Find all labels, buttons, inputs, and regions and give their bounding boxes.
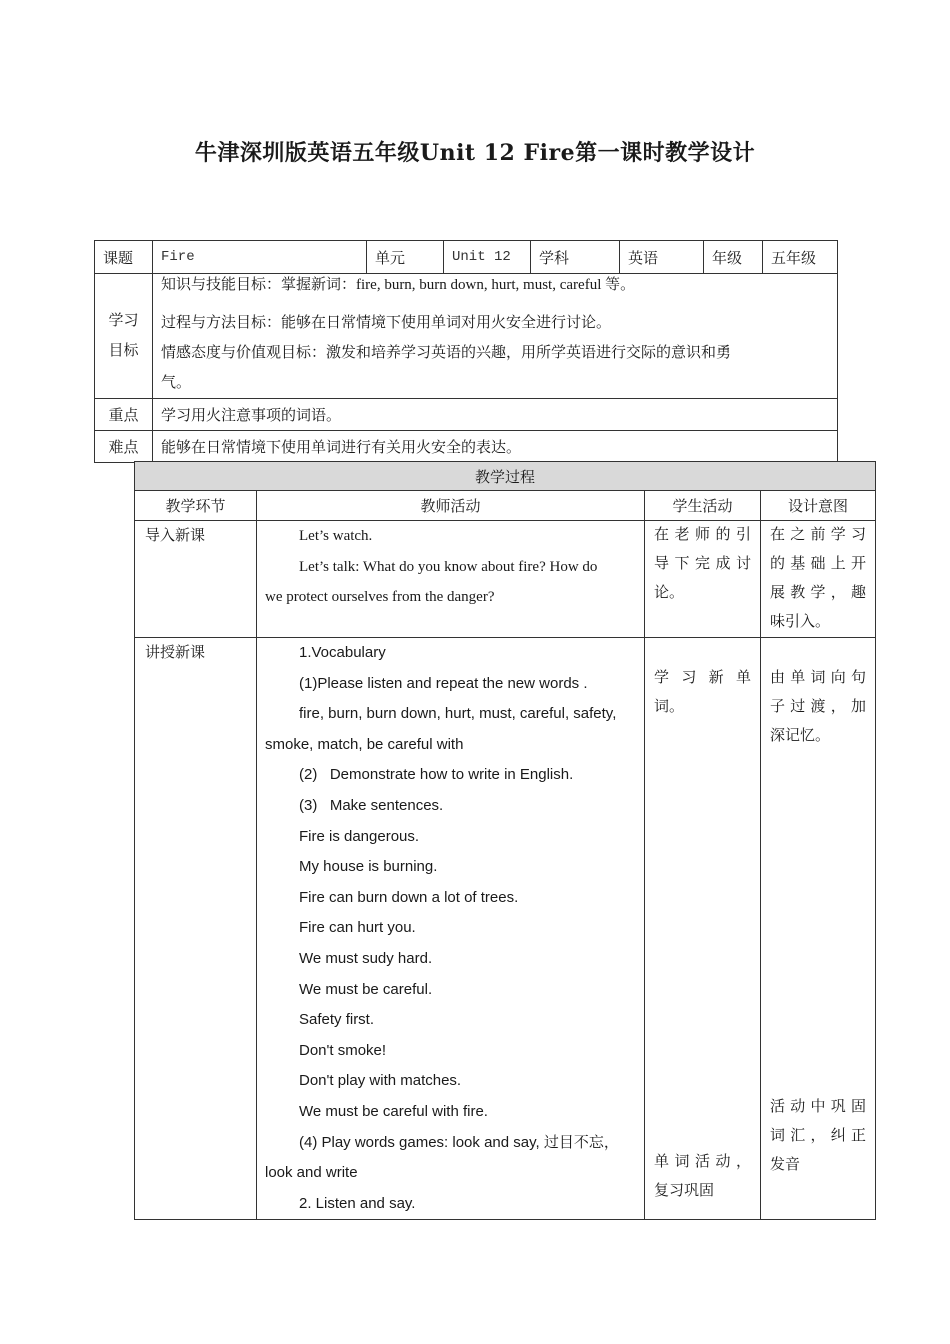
teacher-activity: Let’s watch. Let’s talk: What do you know about fire? How do we protect ourselves from the danger? xyxy=(257,521,645,638)
grade-value: 五年级 xyxy=(763,241,838,274)
stage-new-lesson: 讲授新课 xyxy=(135,638,257,1220)
teaching-process-table xyxy=(134,461,876,1220)
topic-value: Fire xyxy=(153,241,367,274)
unit-label: 单元 xyxy=(367,241,444,274)
difficulty-label: 难点 xyxy=(95,431,153,463)
header-stage: 教学环节 xyxy=(135,491,257,521)
table-row xyxy=(135,521,876,638)
topic-label: 课题 xyxy=(95,241,153,274)
page-title: 牛津深圳版英语五年级Unit 12 Fire第一课时教学设计 xyxy=(194,140,756,166)
lesson-info-table xyxy=(94,240,838,463)
subject-label: 学科 xyxy=(531,241,620,274)
header-teacher: 教师活动 xyxy=(257,491,645,521)
design-intent: 在之前学习 的基础上开 展教学，趣 味引入。 xyxy=(761,521,876,638)
goal-knowledge: 知识与技能目标：掌握新词：fire, burn, burn down, hurt, must, careful 等。 xyxy=(161,277,636,293)
process-banner: 教学过程 xyxy=(135,462,876,491)
header-student: 学生活动 xyxy=(645,491,761,521)
teacher-activity: 1.Vocabulary (1)Please listen and repeat the new words . fire, burn, burn down, hurt, must, careful, safety, smoke, match, be careful with (2) Demonstrate how to write in English. (3) Make sentences. Fire is dangerous. My house is burning. Fire can burn down a lot of trees. Fire can hurt you. We must sudy hard. We must be careful. Safety first. Don't smoke! Don't play with matches. We must be careful with fire. (4) Play words games: look and say, 过目不忘， look and write 2. Listen and say. xyxy=(257,638,645,1220)
student-activity: 学习新单 词。 单词活动， 复习巩固 xyxy=(645,638,761,1220)
header-intent: 设计意图 xyxy=(761,491,876,521)
unit-value: Unit 12 xyxy=(444,241,531,274)
subject-value: 英语 xyxy=(620,241,704,274)
stage-intro: 导入新课 xyxy=(135,521,257,638)
goal-attitude-cont: 气。 xyxy=(161,375,192,391)
goals-label: 学习 目标 xyxy=(95,274,153,399)
design-intent: 由单词向句 子过渡，加 深记忆。 活动中巩固 词汇，纠正 发音 xyxy=(761,638,876,1220)
learning-goals xyxy=(153,274,838,399)
key-points-label: 重点 xyxy=(95,399,153,431)
table-row xyxy=(135,638,876,1220)
key-points-value: 学习用火注意事项的词语。 xyxy=(153,399,838,431)
student-activity: 在老师的引 导下完成讨 论。 xyxy=(645,521,761,638)
difficulty-value: 能够在日常情境下使用单词进行有关用火安全的表达。 xyxy=(153,431,838,463)
grade-label: 年级 xyxy=(704,241,763,274)
goal-process: 过程与方法目标：能够在日常情境下使用单词对用火安全进行讨论。 xyxy=(161,315,612,331)
goal-attitude: 情感态度与价值观目标：激发和培养学习英语的兴趣，用所学英语进行交际的意识和勇 xyxy=(161,345,732,361)
